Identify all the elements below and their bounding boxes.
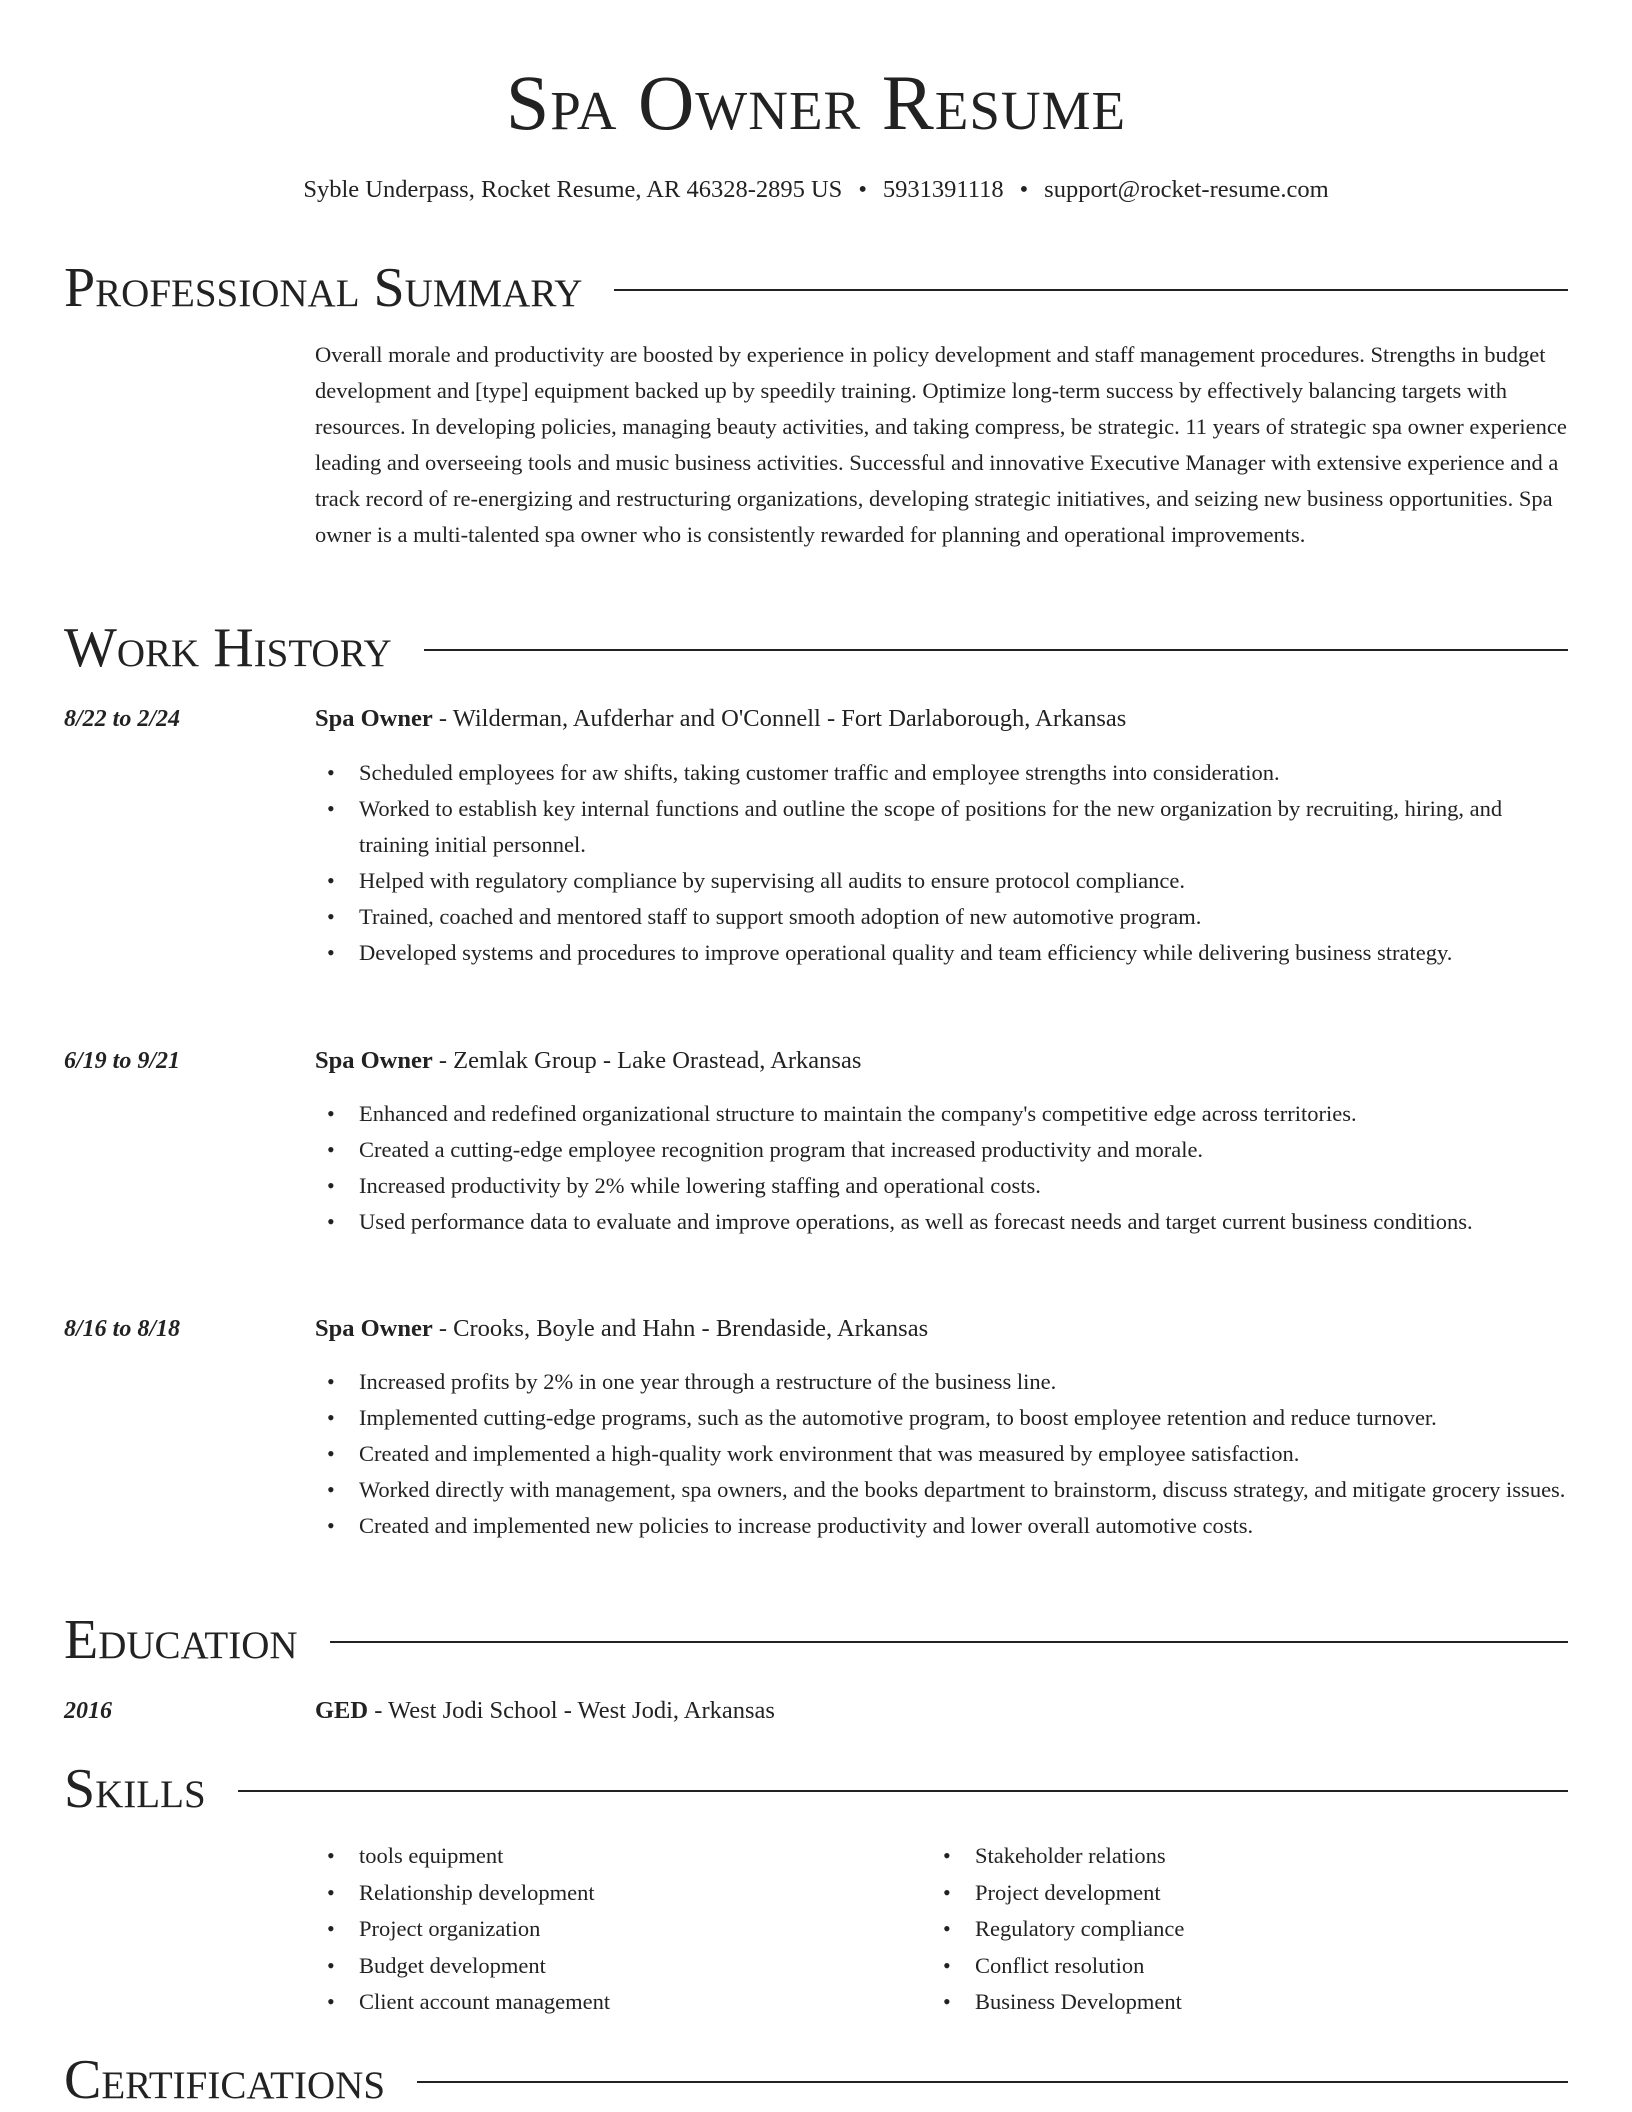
- skill-item: • Project development: [931, 1875, 1531, 1912]
- job-bullet: • Trained, coached and mentored staff to support smooth adoption of new automotive program.: [315, 899, 1575, 935]
- job-title: Spa Owner: [315, 1047, 433, 1074]
- job-bullets: [315, 755, 1575, 971]
- job-details: - Zemlak Group - Lake Orastead, Arkansas: [432, 1047, 862, 1074]
- job-dates: 6/19 to 9/21: [64, 1048, 181, 1074]
- summary-text: Overall morale and productivity are boosted by experience in policy development and staff management procedures. Strengths in budget development and [type] equipment backed up by speedily training. Optimize long-term success by effectively balancing targets with resources. In developing policies, managing beauty activities, and taking compress, be strategic. 11 years of strategic spa owner experience leading and overseeing tools and music business activities. Successful and innovative Executive Manager with extensive experience and a track record of re-energizing and restructuring organizations, developing strategic initiatives, and seizing new business opportunities. Spa owner is a multi-talented spa owner who is consistently rewarded for planning and operational improvements.: [315, 342, 1567, 547]
- section-rule: [330, 1641, 1568, 1643]
- skills-list-right: [931, 1838, 1531, 2021]
- education-line: [315, 1693, 775, 1729]
- skill-item: • Stakeholder relations: [931, 1838, 1531, 1875]
- section-skills-heading: [64, 1757, 1568, 1821]
- job-title: Spa Owner: [315, 1315, 433, 1342]
- contact-separator: •: [1019, 176, 1029, 203]
- job-bullet: • Implemented cutting-edge programs, such as the automotive program, to boost employee retention and reduce turnover.: [315, 1400, 1575, 1436]
- job-bullet: • Helped with regulatory compliance by supervising all audits to ensure protocol compliance.: [315, 863, 1575, 899]
- job-dates: 8/22 to 2/24: [64, 706, 181, 732]
- address: Syble Underpass, Rocket Resume, AR 46328-2895 US: [303, 176, 843, 203]
- job-dates: 8/16 to 8/18: [64, 1316, 181, 1342]
- job-bullet: • Used performance data to evaluate and improve operations, as well as forecast needs and target current business conditions.: [315, 1204, 1575, 1240]
- contact-separator: •: [858, 176, 867, 203]
- job-title-line: [315, 1043, 861, 1079]
- skills-list-left: [315, 1838, 915, 2021]
- education-year: 2016: [64, 1698, 112, 1724]
- skill-item: • Relationship development: [315, 1875, 915, 1912]
- section-summary-heading: [64, 256, 1568, 320]
- section-title: Education: [64, 1609, 298, 1671]
- section-title: Skills: [64, 1758, 206, 1820]
- job-bullet: • Created a cutting-edge employee recognition program that increased productivity and morale.: [315, 1132, 1575, 1168]
- section-education-heading: [64, 1608, 1568, 1672]
- section-title: Certifications: [64, 2049, 386, 2111]
- section-rule: [424, 649, 1568, 651]
- job-header: [64, 1043, 1568, 1079]
- job-header: [64, 1311, 1568, 1347]
- skill-item: • Project organization: [315, 1911, 915, 1948]
- contact-line: [0, 172, 1632, 208]
- job-bullet: • Created and implemented new policies to increase productivity and lower overall automotive costs.: [315, 1508, 1575, 1544]
- email: support@rocket-resume.com: [1044, 176, 1329, 203]
- skill-item: • Budget development: [315, 1948, 915, 1985]
- skill-item: • Client account management: [315, 1984, 915, 2021]
- job-bullet: • Scheduled employees for aw shifts, taking customer traffic and employee strengths into consideration.: [315, 755, 1575, 791]
- job-details: - Wilderman, Aufderhar and O'Connell - Fort Darlaborough, Arkansas: [432, 705, 1127, 732]
- section-title: Professional Summary: [64, 257, 583, 319]
- job-title: Spa Owner: [315, 705, 433, 732]
- job-bullets: [315, 1364, 1575, 1544]
- education-details: - West Jodi School - West Jodi, Arkansas: [368, 1697, 775, 1724]
- job-title-line: [315, 1311, 928, 1347]
- job-title-line: [315, 701, 1126, 737]
- job-details: - Crooks, Boyle and Hahn - Brendaside, Arkansas: [432, 1315, 929, 1342]
- job-bullets: [315, 1096, 1575, 1240]
- job-bullet: • Created and implemented a high-quality work environment that was measured by employee satisfaction.: [315, 1436, 1575, 1472]
- section-rule: [417, 2081, 1568, 2083]
- skill-item: • Business Development: [931, 1984, 1531, 2021]
- skill-item: • tools equipment: [315, 1838, 915, 1875]
- phone: 5931391118: [882, 176, 1004, 203]
- job-bullet: • Developed systems and procedures to improve operational quality and team efficiency while delivering business strategy.: [315, 935, 1575, 971]
- skill-item: • Conflict resolution: [931, 1948, 1531, 1985]
- job-bullet: • Enhanced and redefined organizational structure to maintain the company's competitive edge across territories.: [315, 1096, 1575, 1132]
- section-rule: [238, 1790, 1568, 1792]
- skill-item: • Regulatory compliance: [931, 1911, 1531, 1948]
- education-entry: [64, 1693, 1568, 1729]
- section-work-heading: [64, 616, 1568, 680]
- education-degree: GED: [315, 1697, 369, 1724]
- job-bullet: • Increased profits by 2% in one year through a restructure of the business line.: [315, 1364, 1575, 1400]
- job-header: [64, 701, 1568, 737]
- resume-title: Spa Owner Resume: [505, 59, 1127, 146]
- section-rule: [614, 289, 1568, 291]
- section-certifications-heading: [64, 2048, 1568, 2112]
- job-bullet: • Increased productivity by 2% while lowering staffing and operational costs.: [315, 1168, 1575, 1204]
- job-bullet: • Worked to establish key internal functions and outline the scope of positions for the new organization by recruiting, hiring, and training initial personnel.: [315, 791, 1575, 863]
- section-title: Work History: [64, 617, 392, 679]
- job-bullet: • Worked directly with management, spa owners, and the books department to brainstorm, discuss strategy, and mitigate grocery issues.: [315, 1472, 1575, 1508]
